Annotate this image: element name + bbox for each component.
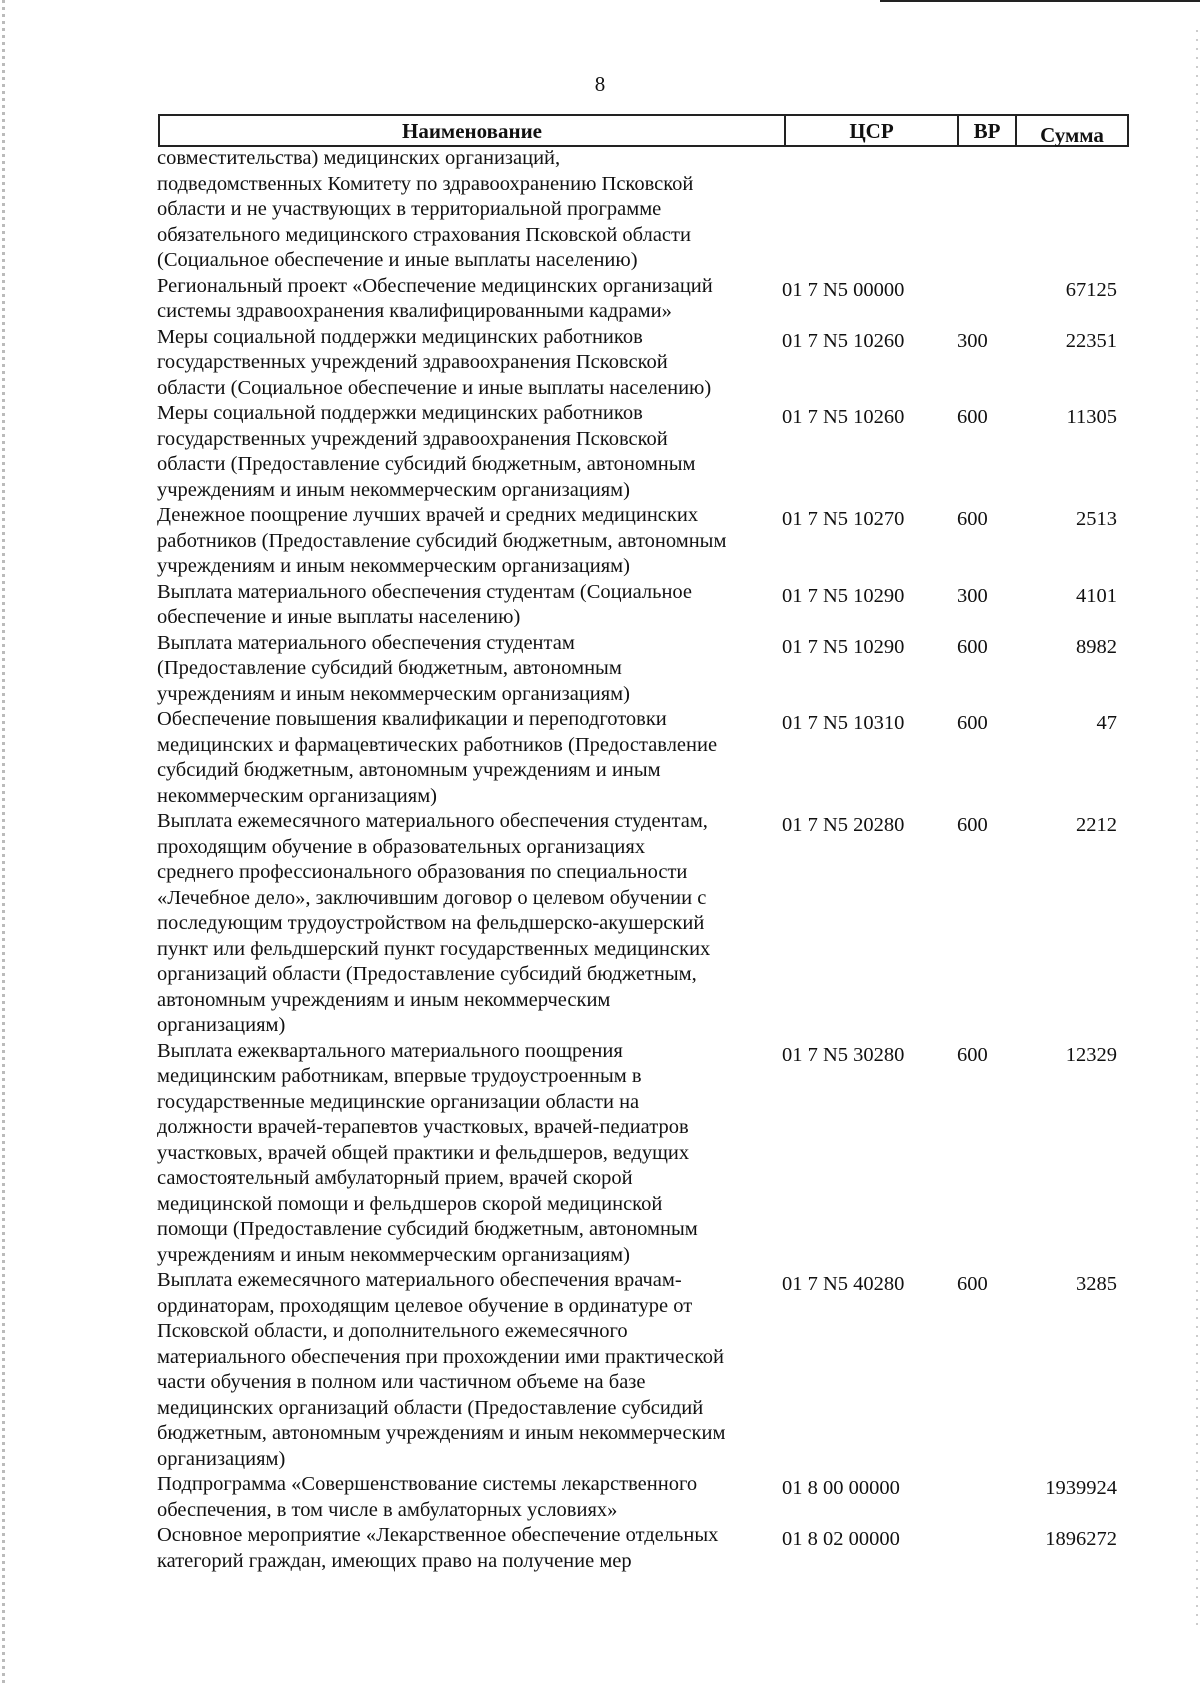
row-sum: 12329 — [1065, 1043, 1117, 1066]
table-row — [157, 707, 1129, 809]
table-row — [157, 274, 1129, 325]
page-number: 8 — [594, 72, 606, 96]
header-vr: ВР — [959, 116, 1017, 145]
row-name: Обеспечение повышения квалификации и переподготовки медицинских и фармацевтических работников (Предоставление субсидий бюджетным, автономным учреждениям и иным некоммерческим организациям) — [157, 708, 718, 807]
row-vr: 600 — [957, 1043, 988, 1066]
row-csr: 01 7 N5 10310 — [782, 712, 905, 734]
row-sum: 1939924 — [1045, 1477, 1117, 1499]
row-sum: 8982 — [1076, 635, 1117, 658]
table-row — [157, 503, 1129, 580]
header-csr: ЦСР — [786, 116, 959, 145]
row-sum: 2513 — [1076, 508, 1117, 530]
table-row — [157, 325, 1129, 402]
row-csr: 01 7 N5 30280 — [782, 1043, 905, 1066]
row-vr: 600 — [957, 1273, 988, 1295]
row-vr — [957, 1472, 1013, 1476]
row-name: Выплата ежемесячного материального обеспечения студентам, проходящим обучение в образовательных организациях среднего профессионального образования по специальности «Лечебное дело», заключившим договор о целевом обучении с последующим трудоустройством на фельдшерско-акушерский пункт или фельдшерский пункт государственных медицинских организаций области (Предоставление субсидий бюджетным, автономным учреждениям и иным некоммерческим организациям) — [157, 810, 711, 1036]
row-vr: 600 — [957, 814, 988, 836]
table-row — [157, 401, 1129, 503]
table-row — [157, 1039, 1129, 1269]
row-csr: 01 8 02 00000 — [782, 1528, 900, 1550]
row-csr: 01 7 N5 10270 — [782, 508, 905, 530]
row-vr: 600 — [957, 712, 988, 734]
row-csr: 01 7 N5 20280 — [782, 814, 905, 836]
row-sum: 2212 — [1076, 814, 1117, 836]
row-name: Меры социальной поддержки медицинских работников государственных учреждений здравоохранения Псковской области (Социальное обеспечение и иные выплаты населению) — [157, 325, 712, 399]
row-name: Выплата материального обеспечения студентам (Предоставление субсидий бюджетным, автономным учреждениям и иным некоммерческим организациям) — [157, 631, 630, 705]
header-name: Наименование — [160, 116, 786, 145]
row-csr: 01 7 N5 40280 — [782, 1273, 905, 1295]
table-row — [157, 809, 1129, 1039]
table-row — [157, 580, 1129, 631]
table-row — [157, 1523, 1129, 1574]
row-vr — [957, 274, 1013, 278]
row-name: Подпрограмма «Совершенствование системы лекарственного обеспечения, в том числе в амбулаторных условиях» — [157, 1473, 698, 1521]
row-name: Выплата ежеквартального материального поощрения медицинским работникам, впервые трудоустроенным в государственные медицинские организации области на должности врачей-терапевтов участковых, врачей-педиатров участковых, врачей общей практики и фельдшеров, ведущих самостоятельный амбулаторный прием, врачей скорой медицинской помощи и фельдшеров скорой медицинской помощи (Предоставление субсидий бюджетным, автономным учреждениям и иным некоммерческим организациям) — [157, 1039, 698, 1266]
table-row — [157, 631, 1129, 708]
table-row — [157, 146, 1129, 274]
row-name: совместительства) медицинских организаций, подведомственных Комитету по здравоохранению Псковской области и не участвующих в территориальной программе обязательного медицинского страхования Псковской области (Социальное обеспечение и иные выплаты населению) — [157, 147, 694, 271]
row-sum: 67125 — [1065, 278, 1117, 301]
row-vr: 600 — [957, 406, 988, 428]
row-csr — [777, 146, 957, 150]
row-sum: 47 — [1096, 712, 1117, 734]
row-name: Денежное поощрение лучших врачей и средних медицинских работников (Предоставление субсидий бюджетным, автономным учреждениям и иным некоммерческим организациям) — [157, 504, 727, 577]
row-name: Выплата материального обеспечения студентам (Социальное обеспечение и иные выплаты населению) — [157, 580, 693, 628]
row-csr: 01 7 N5 10260 — [782, 406, 905, 428]
header-sum: Сумма — [1040, 123, 1104, 147]
row-vr: 600 — [957, 635, 988, 658]
row-csr: 01 7 N5 10290 — [782, 635, 905, 658]
row-name: Меры социальной поддержки медицинских работников государственных учреждений здравоохранения Псковской области (Предоставление субсидий бюджетным, автономным учреждениям и иным некоммерческим организациям) — [157, 402, 696, 501]
table-row — [157, 1472, 1129, 1523]
row-csr: 01 7 N5 00000 — [782, 278, 905, 301]
row-sum: 1896272 — [1045, 1528, 1117, 1550]
row-csr: 01 7 N5 10260 — [782, 329, 905, 352]
row-vr: 300 — [957, 584, 988, 607]
row-vr — [957, 1523, 1013, 1527]
row-name: Выплата ежемесячного материального обеспечения врачам- ординаторам, проходящим целевое обучение в ординатуре от Псковской области, и дополнительного ежемесячного материального обеспечения при прохождении ими практической части обучения в полном или частичном объеме на базе медицинских организаций области (Предоставление субсидий бюджетным, автономным учреждениям и иным некоммерческим организациям) — [157, 1269, 726, 1470]
row-vr: 600 — [957, 508, 988, 530]
table-row — [157, 1268, 1129, 1472]
row-sum: 11305 — [1066, 406, 1117, 428]
scan-left-edge — [2, 0, 5, 1686]
row-sum: 4101 — [1076, 584, 1117, 607]
row-sum — [1013, 146, 1117, 150]
row-csr: 01 8 00 00000 — [782, 1477, 900, 1499]
table-header — [158, 114, 1129, 147]
row-name: Основное мероприятие «Лекарственное обеспечение отдельных категорий граждан, имеющих право на получение мер — [157, 1524, 719, 1572]
row-csr: 01 7 N5 10290 — [782, 584, 905, 607]
table-body — [157, 146, 1129, 1574]
row-sum: 22351 — [1065, 329, 1117, 352]
row-vr: 300 — [957, 329, 988, 352]
scan-right-edge — [1196, 30, 1198, 1630]
row-vr — [957, 146, 1013, 150]
row-name: Региональный проект «Обеспечение медицинских организаций системы здравоохранения квалифицированными кадрами» — [157, 274, 713, 322]
row-sum: 3285 — [1076, 1273, 1117, 1295]
scan-top-rule — [880, 0, 1200, 2]
